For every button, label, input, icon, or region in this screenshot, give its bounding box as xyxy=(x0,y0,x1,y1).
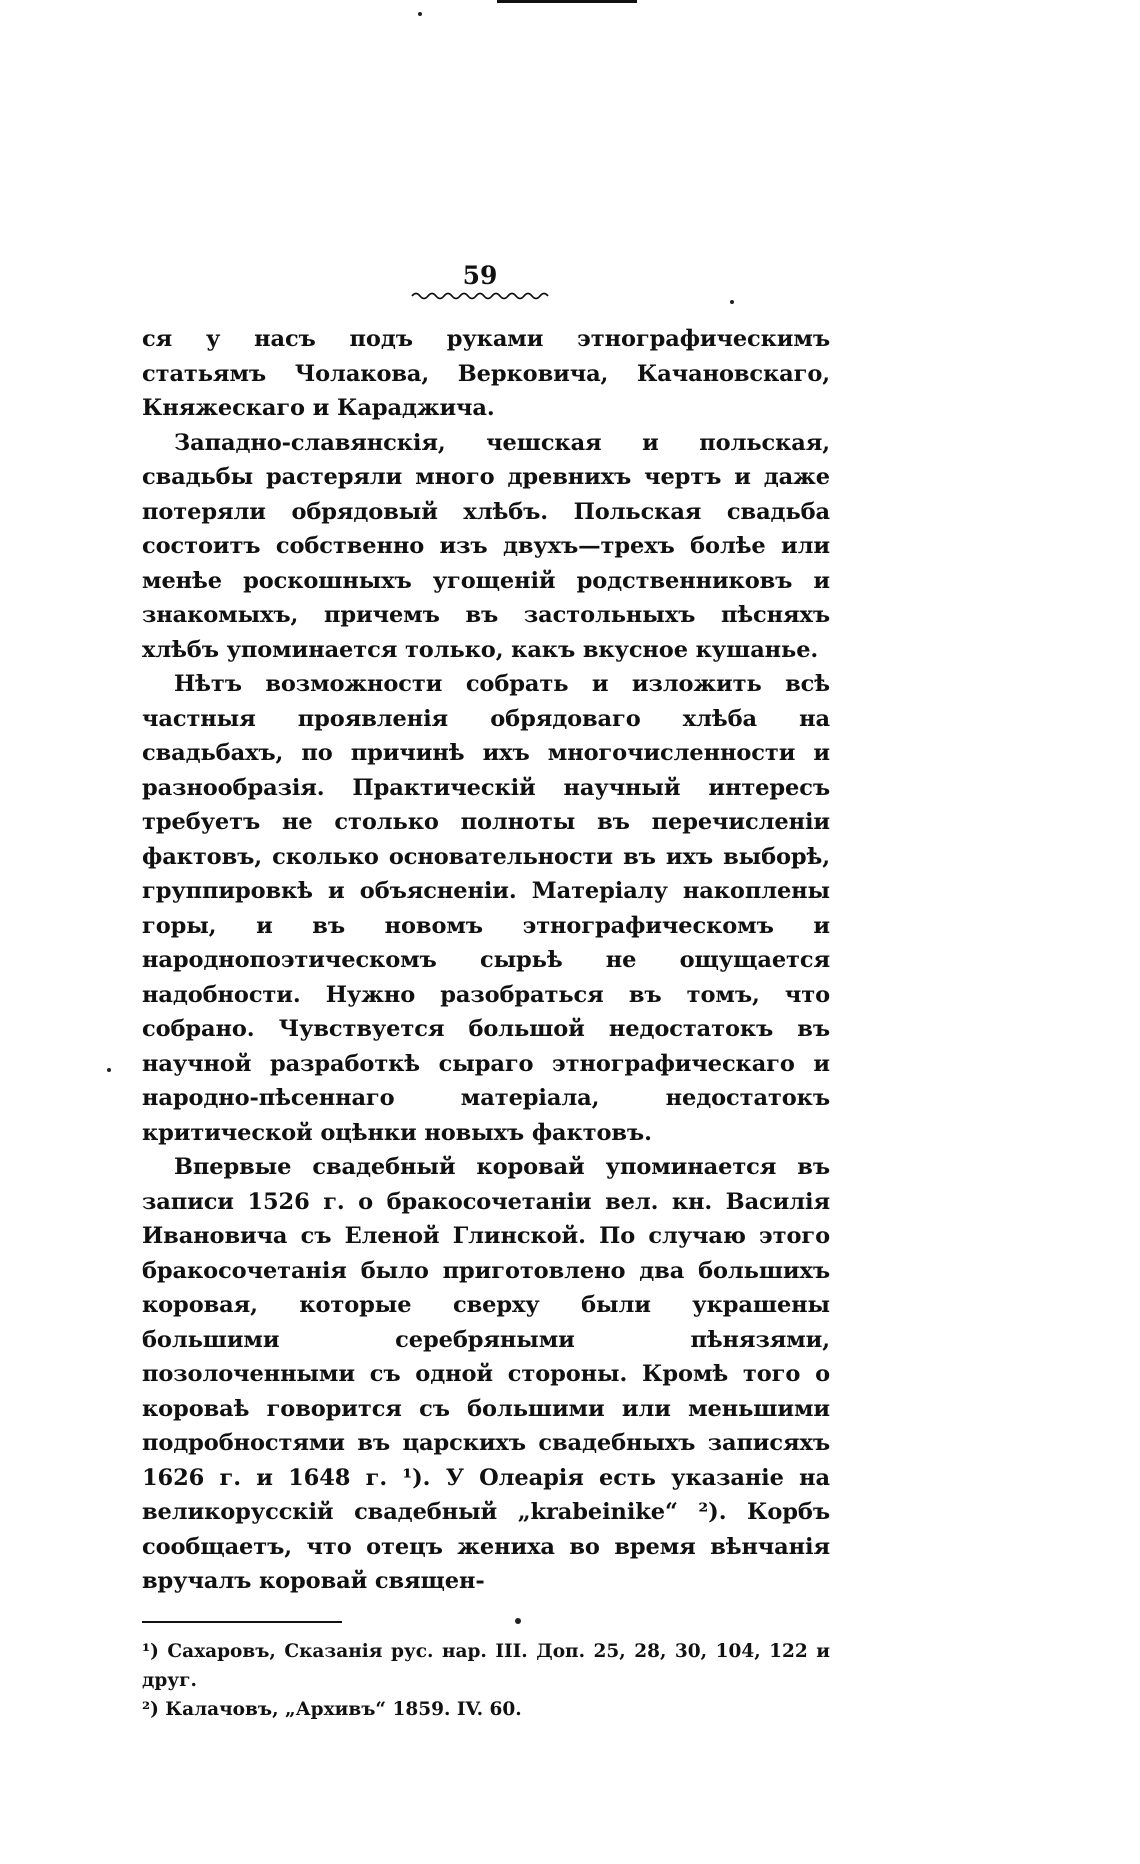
speck-mark xyxy=(107,1068,111,1072)
page-header xyxy=(405,262,555,300)
wavy-ornament xyxy=(410,290,550,300)
footnote-1: ¹) Сахаровъ, Сказанія рус. нар. III. Доп. 25, 28, 30, 104, 122 и друг. xyxy=(142,1640,830,1691)
paragraph-western-slavic-weddings: Западно-славянскія, чешская и польская, свадьбы растеряли много древнихъ чертъ и даже потеряли обрядовый хлѣбъ. Польская свадьба состоитъ собственно изъ двухъ—трехъ болѣе или менѣе роскошныхъ угощеній родственниковъ и знакомыхъ, причемъ въ застольныхъ пѣсняхъ хлѣбъ упоминается только, какъ вкусное кушанье. xyxy=(142,429,830,663)
page-number: 59 xyxy=(462,261,498,290)
speck-mark xyxy=(730,300,734,304)
footnote-2: ²) Калачовъ, „Архивъ“ 1859. IV. 60. xyxy=(142,1698,522,1720)
top-edge-rule xyxy=(497,0,637,3)
footnote-divider xyxy=(142,1621,342,1623)
main-text xyxy=(142,322,830,1724)
paragraph-ritual-bread: Нѣтъ возможности собрать и изложить всѣ частныя проявленія обрядоваго хлѣба на свадьбахъ, по причинѣ ихъ многочисленности и разнообразія. Практическій научный интересъ требуетъ не столько полноты въ перечисленіи фактовъ, сколько основательности въ ихъ выборѣ, группировкѣ и объясненіи. Матеріалу накоплены горы, и въ новомъ этнографическомъ и народнопоэтическомъ сырьѣ не ощущается надобности. Нужно разобраться въ томъ, что собрано. Чувствуется большой недостатокъ въ научной разработкѣ сыраго этнографическаго и народно-пѣсеннаго матеріала, недостатокъ критической оцѣнки новыхъ фактовъ. xyxy=(142,671,830,1146)
speck-mark xyxy=(418,12,422,16)
paragraph-korovai-history: Впервые свадебный коровай упоминается въ записи 1526 г. о бракосочетаніи вел. кн. Василія Ивановича съ Еленой Глинской. По случаю этого бракосочетанія было приготовлено два большихъ коровая, которые сверху были украшены большими серебряными пѣнязями, позолоченными съ одной стороны. Кромѣ того о короваѣ говорится съ большими или меньшими подробностями въ царскихъ свадебныхъ записяхъ 1626 г. и 1648 г. ¹). У Олеарія есть указаніе на великорусскій свадебный „krabeinike“ ²). Корбъ сообщаетъ, что отецъ жениха во время вѣнчанія вручалъ коровай священ- xyxy=(142,1154,830,1594)
paragraph-continuation: ся у насъ подъ руками этнографическимъ статьямъ Чолакова, Верковича, Качановскаго, Княжескаго и Караджича. xyxy=(142,326,830,421)
